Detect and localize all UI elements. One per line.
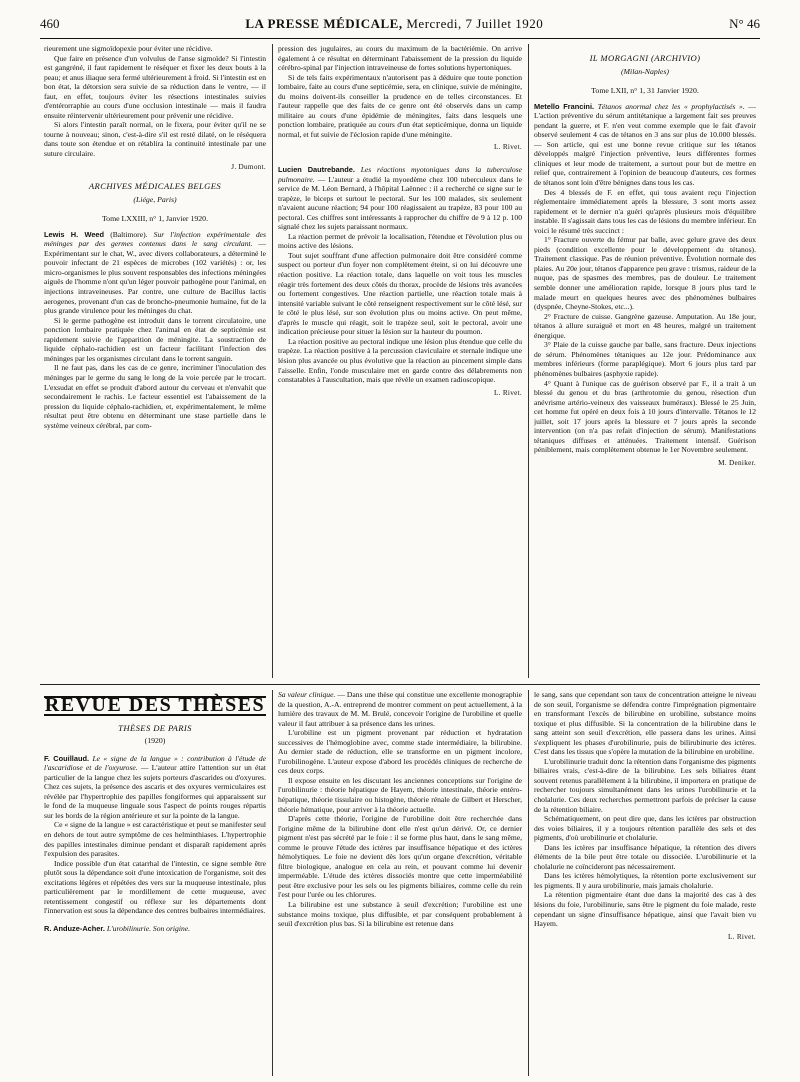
paragraph: Tout sujet souffrant d'une affection pulmonaire doit être considéré comme suspect ou porteur d'un foyer non complètement éteint, si on lui découvre une réaction positive. La réaction totale, dans laquelle on voit tous les muscles réagir très fortement des deux côtés du thorax, procède de lésions très avancées ou fortement congestives. Une réaction partielle, une réaction totale mais à intensité variable suivant le côté renseignent respectivement sur le côté lésé, sur le côté le plus lésé, sur son évolution plus ou moins active. On peut même, d'après le muscle qui réagit, soit le trapèze seul, soit le pectoral, avoir une indication précieuse pour situer la lésion sur la hauteur du poumon. [278, 250, 522, 337]
column-2 [278, 44, 522, 678]
article-author: F. Couillaud. [44, 753, 90, 763]
paragraph: Des 4 blessés de F. en effet, qui tous avaient reçu l'injection réglementaire immédiatement après la blessure, 3 sont morts assez rapidement et le dernier n'a guéri qu'après plusieurs mois d'équilibre instable. Il s'agissait dans tous les cas de lésions du membre inférieur. En voici le résumé très succinct : [534, 187, 756, 235]
paragraph: Il expose ensuite en les discutant les anciennes conceptions sur l'origine de l'urobilinurie : théorie hépatique de Hayem, théorie intestinale, théorie entéro-hépatique, théorie tissulaire ou histogène, théorie rénale de Gilbert et Herscher, théorie hématique, pour arriver à la théorie actuelle. [278, 775, 522, 814]
journal-place: (Liége, Paris) [133, 194, 177, 204]
paragraph: La réaction permet de prévoir la localisation, l'étendue et l'évolution plus ou moins active des lésions. [278, 231, 522, 251]
article-author: Lucien Dautrebande. [278, 165, 355, 175]
paragraph: Dans les ictères hémolytiques, la rétention porte exclusivement sur les pigments. Il y aura urobilinurie, mais jamais cholalurie. [534, 871, 756, 890]
paragraph: L'urobiline est un pigment provenant par réduction et hydratation successives de l'hémoglobine avec, comme stade intermédiaire, la bilirubine. Au dernier stade de réduction, elle se transforme en un pigment incolore, l'urobilinogène. L'auteur expose d'abord les procédés cliniques de recherche de ces deux corps. [278, 728, 522, 776]
revue-column-2 [278, 690, 522, 1076]
article-lead [534, 102, 756, 188]
journal-issue: Tome LXII, n° 1, 31 Janvier 1920. [591, 86, 699, 96]
paragraph: Si le germe pathogène est introduit dans le torrent circulatoire, une ponction lombaire pratiquée chez l'animal en état de septicémie est rapidement suivie de l'apparition de méningite. La soustraction de liquide céphalo-rachidien est un facteur facilitant l'infection des méninges par les organismes circulant dans le torrent sanguin. [44, 315, 266, 363]
paragraph: Si alors l'intestin paraît normal, on le fixera, pour éviter qu'il ne se tourne à nouveau; sinon, c'est-à-dire s'il est resté dilaté, on le réséquera dans toute son étendue et on rétablira la continuité intestinale par une suture circulaire. [44, 120, 266, 159]
page-number: 460 [40, 16, 60, 31]
article-title: Sur l'infection expérimentale des méninges par des germes contenus dans le sang circulant. [44, 229, 266, 249]
journal-heading: ARCHIVES MÉDICALES BELGES [88, 181, 222, 192]
subsection-year: (1920) [144, 736, 166, 746]
article-title: Les réactions myotoniques dans la tuberculose pulmonaire. [278, 165, 522, 184]
column-rule [528, 44, 529, 678]
paragraph: rieurement une sigmoïdopexie pour éviter une récidive. [44, 44, 213, 53]
column-rule [528, 690, 529, 1076]
journal-place: (Milan-Naples) [620, 66, 670, 76]
page-header [40, 16, 760, 39]
article-continuation [278, 690, 522, 728]
paragraph: 4° Quant à l'unique cas de guérison observé par F., il a trait à un blessé du genou et du bras (arthrotomie du genou, résection d'un anévrisme artério-veineux des vaisseaux huméraux). Blessé le 25 Juin, cet homme fut opéré en deux fois à 10 jours d'intervalle. Tétanos le 12 juillet, soit 17 jours après la blessure et 7 jours après la seconde intervention (on n'a pas refait d'injection de sérum). Manifestations tétaniques diffuses et atténuées. Traitement intensif. Guérison péniblement, mais complètement obtenue le 1er Novembre seulement. [534, 378, 756, 455]
paragraph: pression des jugulaires, au cours du maximum de la bactériémie. On arrive également à ce résultat en déterminant l'abaissement de la pression du liquide cérébro-spinal par l'injection intraveineuse de fortes solutions hypertoniques. [278, 44, 522, 73]
issue-date: Mercredi, 7 Juillet 1920 [406, 16, 544, 31]
paragraph: 1° Fracture ouverte du fémur par balle, avec gelure grave des deux pieds (condition excellente pour le développement du tétanos). Traitement classique. Pas de réunion préventive. Évolution normale des plaies. Au 20e jour, tétanos d'apparence peu grave : trismus, raideur de la nuque, pas de spasmes des membres, pas de douleur. Le traitement semble donner une amélioration rapide, lorsque 8 jours plus tard le malade meurt en quelques heures avec des phénomènes bulbaires (dyspnée, Cheyne-Stokes, etc...). [534, 235, 756, 312]
signature: L. Rivet. [727, 932, 756, 941]
article-lead [278, 165, 522, 232]
paragraph: 2° Fracture de cuisse. Gangrène gazeuse. Amputation. Au 18e jour, tétanos à allure suraiguë et mort en 48 heures, malgré un traitement énergique. [534, 311, 756, 340]
author-affiliation: (Baltimore). [110, 229, 148, 239]
article-author: Metello Francini. [534, 101, 595, 111]
article-author: Lewis H. Weed [44, 229, 105, 239]
paragraph: La bilirubine est une substance à seuil d'excrétion; l'urobiline est une substance moins toxique, plus diffusible, et par conséquent probablement à seuil d'excrétion plus bas. Si la bilirubine est retenue dans [278, 900, 522, 929]
section-divider [40, 684, 760, 685]
article-lead [44, 924, 266, 934]
issue-number: N° 46 [729, 16, 760, 31]
signature: J. Dumont. [231, 162, 266, 171]
article-title: Tétanos anormal chez les « prophylactisés ». [597, 101, 745, 111]
article-title: Sa valeur clinique. [278, 690, 336, 699]
paragraph: — L'auteur a étudié la myoedème chez 100 tuberculeux dans le service de M. Léon Bernard, à l'hôpital Laënnec : il a recherché ce signe sur le trapèze, le biceps et surtout le pectoral. Sur les 100 malades, six seulement n'avaient aucune réaction; 94 pour 100 réagissaient au trapèze, 83 pour 100 au pectoral. Ces chiffres sont intéressants à rapprocher du chiffre de 9 à 12 p. 100 signalé chez les sujets paraissant normaux. [278, 174, 522, 232]
paragraph: 3° Plaie de la cuisse gauche par balle, sans fracture. Deux injections de sérum. Phénomènes tétaniques au 12e jour. Prédominance aux membres inférieurs (forme paraplégique). Mort 6 jours plus tard par phénomènes bulbaires (asphyxie rapide). [534, 340, 756, 378]
revue-column-1 [44, 690, 266, 1076]
journal-heading: IL MORGAGNI (ARCHIVIO) [589, 53, 701, 63]
article-lead [44, 230, 266, 316]
paragraph: Indice possible d'un état catarrhal de l'intestin, ce signe semble être plutôt sous la dépendance soit d'une intoxication de l'organisme, soit des excitations légères et répétées des vers sur la muqueuse intestinale, plus particulièrement par le mordillement de cette muqueuse, avec retentissement congestif ou réflexe sur les départements dont l'innervation est sous la dépendance des centres bulbaires intermédiaires. [44, 858, 266, 916]
journal-name: LA PRESSE MÉDICALE, [245, 16, 403, 31]
paragraph: Dans les ictères par insuffisance hépatique, la rétention des divers éléments de la bile peut être totale ou dissociée. L'urobilinurie et la cholalurie ne coïncideront pas nécessairement. [534, 842, 756, 871]
paragraph: Si de tels faits expérimentaux n'autorisent pas à déduire que toute ponction lombaire, faite au cours d'une septicémie, sera, en clinique, suivie de méningite, du moins doivent-ils conseiller la prudence en de telles circonstances. Et l'auteur rappelle que des faits de ce genre ont été observés dans un camp militaire au cours d'une épidémie de méningites, faits dans lesquels une ponction lombaire, pratiquée au cours d'un état septicémique, donna un liquide normal, et fut suivie de l'éclosion rapide d'une méningite. [278, 72, 522, 139]
paragraph: Schématiquement, on peut dire que, dans les ictères par obstruction des voies biliaires, il y a toujours rétention parallèle des sels et des pigments, d'où urobilinurie et cholalurie. [534, 814, 756, 843]
journal-issue: Tome LXXIII, n° 1, Janvier 1920. [101, 214, 209, 224]
section-title: REVUE DES THÈSES [44, 694, 266, 716]
column-3 [534, 44, 756, 678]
paragraph: Ce « signe de la langue » est caractéristique et peut se manifester seul en dehors de tout autre symptôme de ces helminthiases. L'hypertrophie des papilles intestinales diminue pendant et disparaît rapidement après l'expulsion des parasites. [44, 820, 266, 859]
paragraph: La rétention pigmentaire étant due dans la majorité des cas à des lésions du foie, l'urobilinurie, sans être le pigment du foie malade, reste cependant un signe d'insuffisance hépatique, ainsi que l'avait bien vu Hayem. [534, 890, 756, 929]
signature: L. Rivet. [493, 388, 522, 397]
paragraph: — Dans une thèse qui constitue une excellente monographie de la question, A.-A. entreprend de montrer comment on peut actuellement, à la lumière des travaux de M. M. Brulé, concevoir l'origine de l'urobiline et quelle valeur il faut attribuer à sa présence dans les urines. [278, 690, 522, 728]
article-title: Le « signe de la langue » : contribution à l'étude de l'ascaridiose et de l'oxyurose. [44, 753, 266, 773]
column-rule [272, 44, 273, 678]
journal-title [245, 16, 543, 32]
column-1 [44, 44, 266, 678]
signature: M. Deniker. [718, 458, 756, 467]
article-author: R. Anduze-Acher. [44, 923, 105, 933]
signature: L. Rivet. [493, 143, 522, 152]
article-title: L'urobilinurie. Son origine. [106, 923, 191, 933]
paragraph: Que faire en présence d'un volvulus de l'anse sigmoïde? Si l'intestin est gangréné, il faut rapidement le réséquer et fixer les deux bouts à la peau; et anus iliaque sera fermé ultérieurement à froid. Si l'intestin est en bon état, la détorsion sera suivie de sa réduction dans le ventre, — il faut, en effet, toujours éviter les résections intestinales suivies d'entérorraphie au cours d'une occlusion intestinale — mais il faudra ensuite réintervenir ultérieurement pour prévenir une récidive. [44, 53, 266, 120]
paragraph: Il ne faut pas, dans les cas de ce genre, incriminer l'inoculation des méninges par le germe du sang le long de la voie percée par le trocart. L'exsudat en effet se produit d'abord autour du cerveau et n'envahit que secondairement le rachis. Le facteur essentiel est l'abaissement de la pression du liquide céphalo-rachidien, et, expérimentalement, le même résultat peut être obtenu en déterminant une stase partielle dans le système veineux cérébral, par com- [44, 363, 266, 430]
paragraph: — L'action préventive du sérum antitétanique a largement fait ses preuves pendant la guerre, et F. n'en veut comme exemple que le fait d'avoir observé seulement 4 cas de tétanos en 3 ans sur plus de 10.000 blessés. — Son article, qui est une bonne revue critique sur les tétanos développés malgré l'injection préventive, leurs différentes formes cliniques et leur mode de traitement, a surtout pour but de mettre en relief que, contrairement à l'opinion de beaucoup d'auteurs, ces formes de tétanos sont loin d'être bénignes dans tous les cas. [534, 101, 756, 188]
revue-column-3 [534, 690, 756, 1076]
paragraph: — Expérimentant sur le chat, W., avec divers collaborateurs, a déterminé le pouvoir infectant de 21 espèces de microbes (102 variétés) : or, les micro-organismes le plus souvent responsables des infections méningées aiguës de l'homme n'ont qu'un léger pouvoir pathogène pour l'animal, en injections intraveineuses. Par contre, une culture de Bacillus lactis aerogenes, provenant d'un cas de broncho-pneumonie humaine, fut de la plus grande virulence pour les méninges du chat. [44, 239, 266, 316]
paragraph: D'après cette théorie, l'origine de l'urobiline doit être recherchée dans l'origine même de la bilirubine dont elle n'est qu'un dérivé. Or, ce dernier pigment n'est pas sécrété par le foie : il se forme plus haut, dans le sang même, comme le prouve l'étude des ictères par insuffisance hépatique et des ictères hémolytiques. Le foie ne devient dès lors qu'un organe d'excrétion, véritable filtre biologique, analogue en cela au rein, et pouvant comme lui devenir imperméable. L'étude des ictères dissociés montre que cette imperméabilité peut être exclusive pour les sels ou les pigments biliaires, comme celle du rein l'est pour l'urée ou les chlorures. [278, 814, 522, 900]
column-rule [272, 690, 273, 1076]
paragraph: L'urobilinurie traduit donc la rétention dans l'organisme des pigments biliaires vrais, c'est-à-dire de la bilirubine. Les sels biliaires étant souvent retenus parallèlement à la bilirubine, il importera en pratique de rechercher toujours simultanément dans les urines l'urobilinurie et la cholalurie. Ces deux recherches permettront parfois de préciser la cause de la rétention biliaire. [534, 756, 756, 814]
paragraph: le sang, sans que cependant son taux de concentration atteigne le niveau de son seuil, l'organisme se défendra contre l'imprégnation pigmentaire en transformant l'excès de bilirubine en urobiline, substance moins toxique et plus diffusible. Si la concentration de la bilirubine dans le sang atteint son seuil d'excrétion, elle passera dans les urines. Ainsi s'expliquent les phases d'urobilinurie, puis de bilirubinurie des ictères. C'est dans les tissus que s'opère la mutation de la bilirubine en urobiline. [534, 690, 756, 757]
article-lead [44, 754, 266, 821]
paragraph: — L'auteur attire l'attention sur un état particulier de la langue chez les sujets porteurs d'ascarides ou d'oxyures. Chez ces sujets, la présence des ascaris et des oxyures vermiculaires est révélée par l'hypertrophie des papilles fongiformes qui apparaissent sur le fond de la muqueuse linguale sous l'aspect de points rouges répartis sur les bords de la région antérieure et sur la pointe de la langue. [44, 763, 266, 820]
subsection-heading: THÈSES DE PARIS [118, 722, 192, 733]
paragraph: La réaction positive au pectoral indique une lésion plus étendue que celle du trapèze. La réaction positive à la percussion claviculaire et sternale indique une lésion plus avancée ou plus évolutive que la réaction au pincement simple dans l'aisselle. Enfin, l'onde musculaire met en garde contre des délabrements non constatables à l'auscultation, mais que révèle un examen radioscopique. [278, 336, 522, 385]
